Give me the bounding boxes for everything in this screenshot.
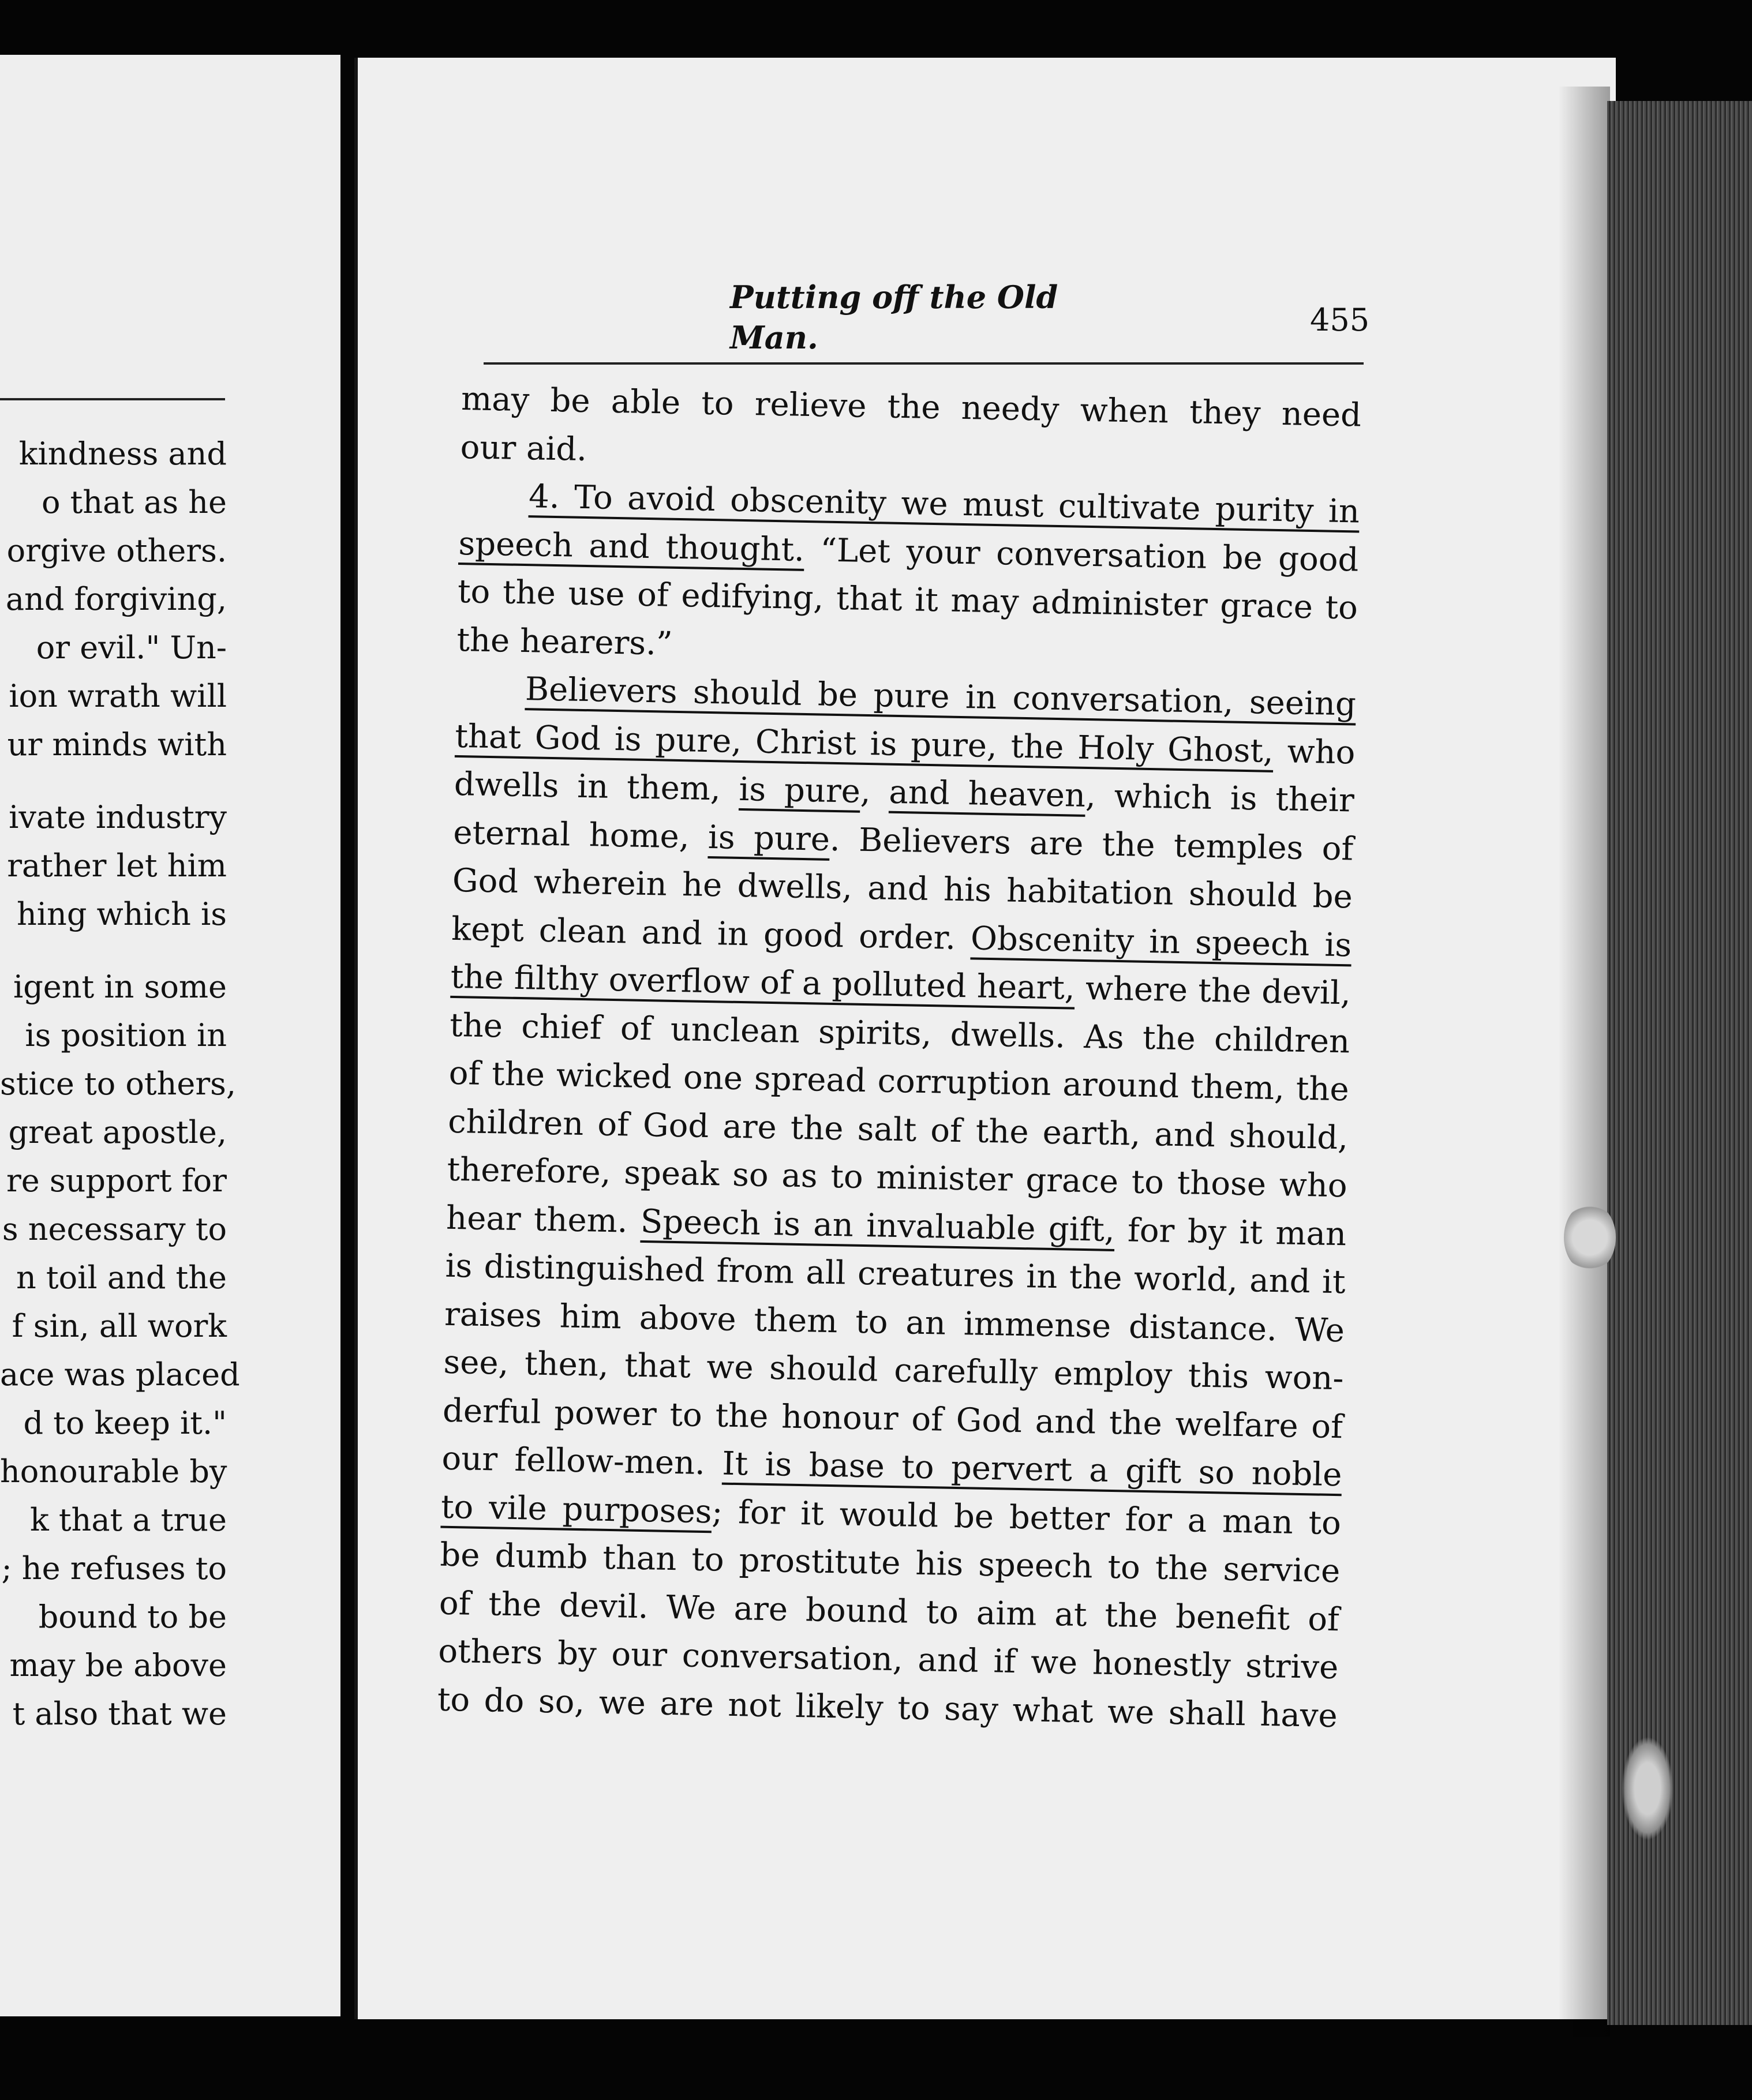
underlined-phrase: Obscenity in speech is (970, 919, 1352, 964)
paper-stain (1564, 1203, 1616, 1272)
text-line: to the use of edifying, that it may administer grace to (457, 572, 1358, 627)
text-line: see, then, that we should carefully employ this won- (443, 1343, 1344, 1398)
underlined-phrase: It is base to pervert a gift so noble (721, 1445, 1342, 1494)
left-text-line: ; he refuses to (1, 1550, 227, 1587)
left-text-line: re support for (6, 1162, 227, 1199)
left-text-line: igent in some (13, 969, 227, 1005)
left-text-line: rather let him (7, 847, 227, 884)
text-span: , which is their (1085, 777, 1355, 820)
text-span: eternal home, (452, 813, 709, 856)
text-line: is distinguished from all creatures in the world, and it (445, 1247, 1346, 1302)
text-line: of the devil. We are bound to aim at the benefit of (439, 1584, 1340, 1638)
text-line: therefore, speak so as to minister grace to those who (447, 1150, 1348, 1205)
left-text-line: ace was placed (0, 1356, 240, 1393)
text-span: ; for it would be better for a man to (711, 1492, 1342, 1542)
text-line: the hearers.” (456, 621, 673, 663)
text-span: hear them. (446, 1199, 641, 1240)
text-line: may be able to relieve the needy when they need (461, 380, 1362, 434)
underlined-phrase: Speech is an invaluable gift, (640, 1202, 1115, 1249)
left-text-line: k that a true (29, 1502, 227, 1538)
left-text-line: hing which is (17, 896, 227, 932)
underlined-phrase: speech and thought. (458, 524, 805, 569)
left-text-line: orgive others. (6, 532, 227, 569)
underlined-phrase: that God is pure, Christ is pure, the Holy Ghost, (454, 717, 1274, 770)
text-span: where the devil, (1075, 969, 1352, 1012)
text-span: dwells in them, (454, 765, 740, 808)
left-text-line: ion wrath will (9, 678, 227, 714)
left-text-line (0, 769, 227, 793)
text-line: raises him above them to an immense distance. We (444, 1295, 1345, 1349)
underlined-phrase: Believers should be pure in conversation, seeing (525, 670, 1357, 723)
left-text-line: or evil." Un- (36, 629, 227, 666)
left-text-line: o that as he (41, 484, 227, 520)
body-text (437, 375, 1362, 1740)
left-text-line: ur minds with (7, 726, 227, 763)
left-text-line: n toil and the (16, 1259, 227, 1296)
text-line: children of God are the salt of the earth, and should, (447, 1102, 1349, 1157)
text-line: derful power to the honour of God and the welfare of (442, 1392, 1343, 1446)
text-span: kept clean and in good order. (451, 910, 971, 957)
paper-stain (1622, 1737, 1674, 1840)
text-line: others by our conversation, and if we honestly strive (437, 1632, 1339, 1687)
left-text-line: s necessary to (2, 1211, 227, 1247)
underlined-phrase: the filthy overflow of a polluted heart, (450, 958, 1076, 1007)
text-span: our fellow-men. (441, 1439, 723, 1483)
left-text-line: stice to others, (0, 1066, 237, 1102)
text-span: , (860, 772, 890, 811)
underlined-phrase: is pure (707, 818, 830, 858)
left-text-line: bound to be (38, 1599, 227, 1635)
left-page-text (0, 430, 240, 1738)
text-line: God wherein he dwells, and his habitation should be (452, 861, 1353, 916)
underlined-phrase: to vile purposes (440, 1488, 713, 1531)
left-text-line: honourable by (0, 1453, 227, 1490)
left-text-line: d to keep it." (23, 1405, 227, 1441)
text-line: our aid. (460, 428, 587, 468)
page-edge-shadow (1558, 87, 1610, 2037)
left-text-line: t also that we (12, 1696, 227, 1732)
text-span: for by it man (1114, 1211, 1347, 1253)
header-rule (484, 362, 1364, 365)
text-line: the chief of unclean spirits, dwells. As the children (449, 1006, 1350, 1060)
page-number: 455 (1310, 302, 1370, 338)
text-line: to do so, we are not likely to say what we shall have (437, 1681, 1338, 1735)
text-line: of the wicked one spread corruption around them, the (448, 1054, 1350, 1109)
text-span: “Let your conversation be good (804, 531, 1359, 579)
left-text-line: ivate industry (9, 799, 227, 835)
underlined-phrase: and heaven (888, 773, 1086, 815)
left-text-line: is position in (25, 1017, 227, 1053)
left-text-line (0, 939, 227, 963)
underlined-phrase: is pure (738, 770, 861, 811)
left-text-line: f sin, all work (12, 1308, 227, 1344)
text-line: be dumb than to prostitute his speech to the service (439, 1536, 1341, 1591)
text-span: who (1273, 732, 1356, 771)
left-page (0, 55, 340, 2016)
left-text-line: and forgiving, (5, 581, 227, 617)
running-header-title: Putting off the Old Man. (730, 279, 1058, 356)
left-text-line: great apostle, (8, 1114, 227, 1150)
left-text-line: kindness and (18, 436, 227, 472)
left-text-line: may be above (9, 1647, 227, 1683)
text-span: . Believers are the temples of (829, 820, 1354, 868)
left-header-rule (0, 398, 225, 400)
underlined-phrase: 4. To avoid obscenity we must cultivate purity in (528, 478, 1360, 531)
